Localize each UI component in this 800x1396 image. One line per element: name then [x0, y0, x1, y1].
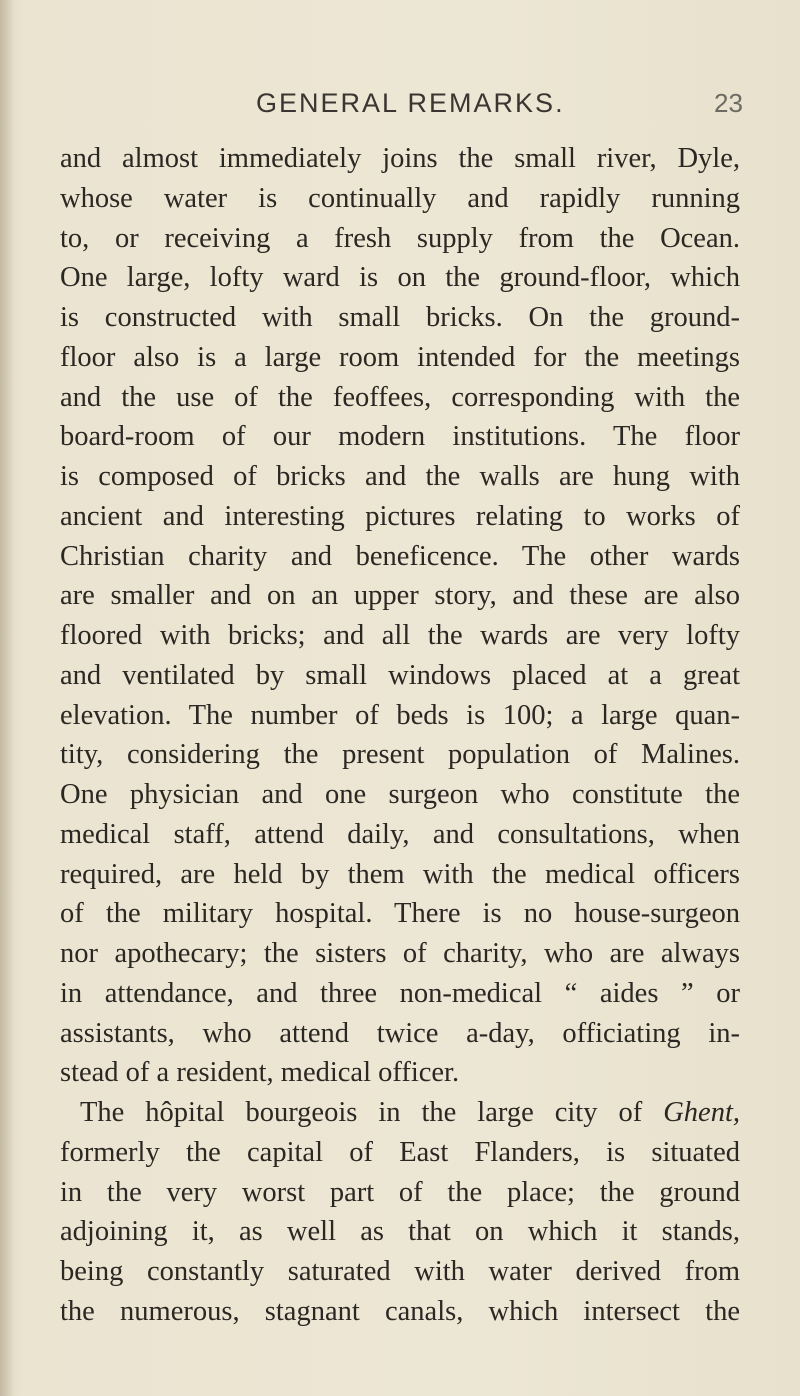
text-line: floor also is a large room intended for the meetings: [60, 341, 740, 373]
page-header: [0, 88, 800, 128]
text-line: is composed of bricks and the walls are hung with: [60, 461, 740, 492]
italic-place-name: Ghent,: [663, 1097, 740, 1128]
text-line: floored with bricks; and all the wards are very lofty: [60, 620, 740, 651]
text-line: Christian charity and beneficence. The other wards: [60, 540, 740, 572]
text-line: required, are held by them with the medical officers: [60, 858, 740, 890]
text-line: medical staff, attend daily, and consultations, when: [60, 818, 740, 850]
text-line: is constructed with small bricks. On the ground-: [60, 302, 740, 333]
text-line: and the use of the feoffees, corresponding with the: [60, 381, 740, 413]
running-head: GENERAL REMARKS.: [256, 88, 565, 118]
page-number: 23: [714, 88, 743, 118]
body-text: [60, 139, 740, 1332]
text-line: whose water is continually and rapidly running: [60, 182, 740, 214]
text-line: in the very worst part of the place; the ground: [60, 1176, 740, 1208]
text-line: assistants, who attend twice a-day, officiating in-: [60, 1017, 740, 1049]
text-line: tity, considering the present population of Malines.: [60, 739, 740, 771]
text-line: formerly the capital of East Flanders, is situated: [60, 1136, 740, 1168]
text-line: elevation. The number of beds is 100; a large quan-: [60, 699, 740, 731]
text-line: stead of a resident, medical officer.: [60, 1057, 460, 1089]
text-line: One physician and one surgeon who constitute the: [60, 779, 740, 810]
text-line: and ventilated by small windows placed at a great: [60, 659, 740, 691]
text-line: the numerous, stagnant canals, which intersect the: [60, 1295, 740, 1327]
paragraph-first-line: [60, 1093, 740, 1133]
text-line: One large, lofty ward is on the ground-floor, which: [60, 262, 740, 294]
text-line: being constantly saturated with water derived from: [60, 1256, 740, 1287]
text-line: and almost immediately joins the small river, Dyle,: [60, 143, 740, 174]
text-line: of the military hospital. There is no house-surgeon: [60, 898, 740, 930]
text-line: are smaller and on an upper story, and these are also: [60, 580, 740, 612]
text-run: The hôpital bourgeois in the large city of: [80, 1097, 664, 1128]
text-line: board-room of our modern institutions. The floor: [60, 421, 740, 453]
page-edge-shadow: [0, 0, 14, 1396]
text-line: nor apothecary; the sisters of charity, who are always: [60, 938, 740, 969]
text-line: ancient and interesting pictures relating to works of: [60, 500, 740, 532]
text-line: adjoining it, as well as that on which it stands,: [60, 1216, 740, 1248]
text-line: to, or receiving a fresh supply from the Ocean.: [60, 222, 740, 254]
text-line: in attendance, and three non-medical “ aides ” or: [60, 977, 740, 1009]
